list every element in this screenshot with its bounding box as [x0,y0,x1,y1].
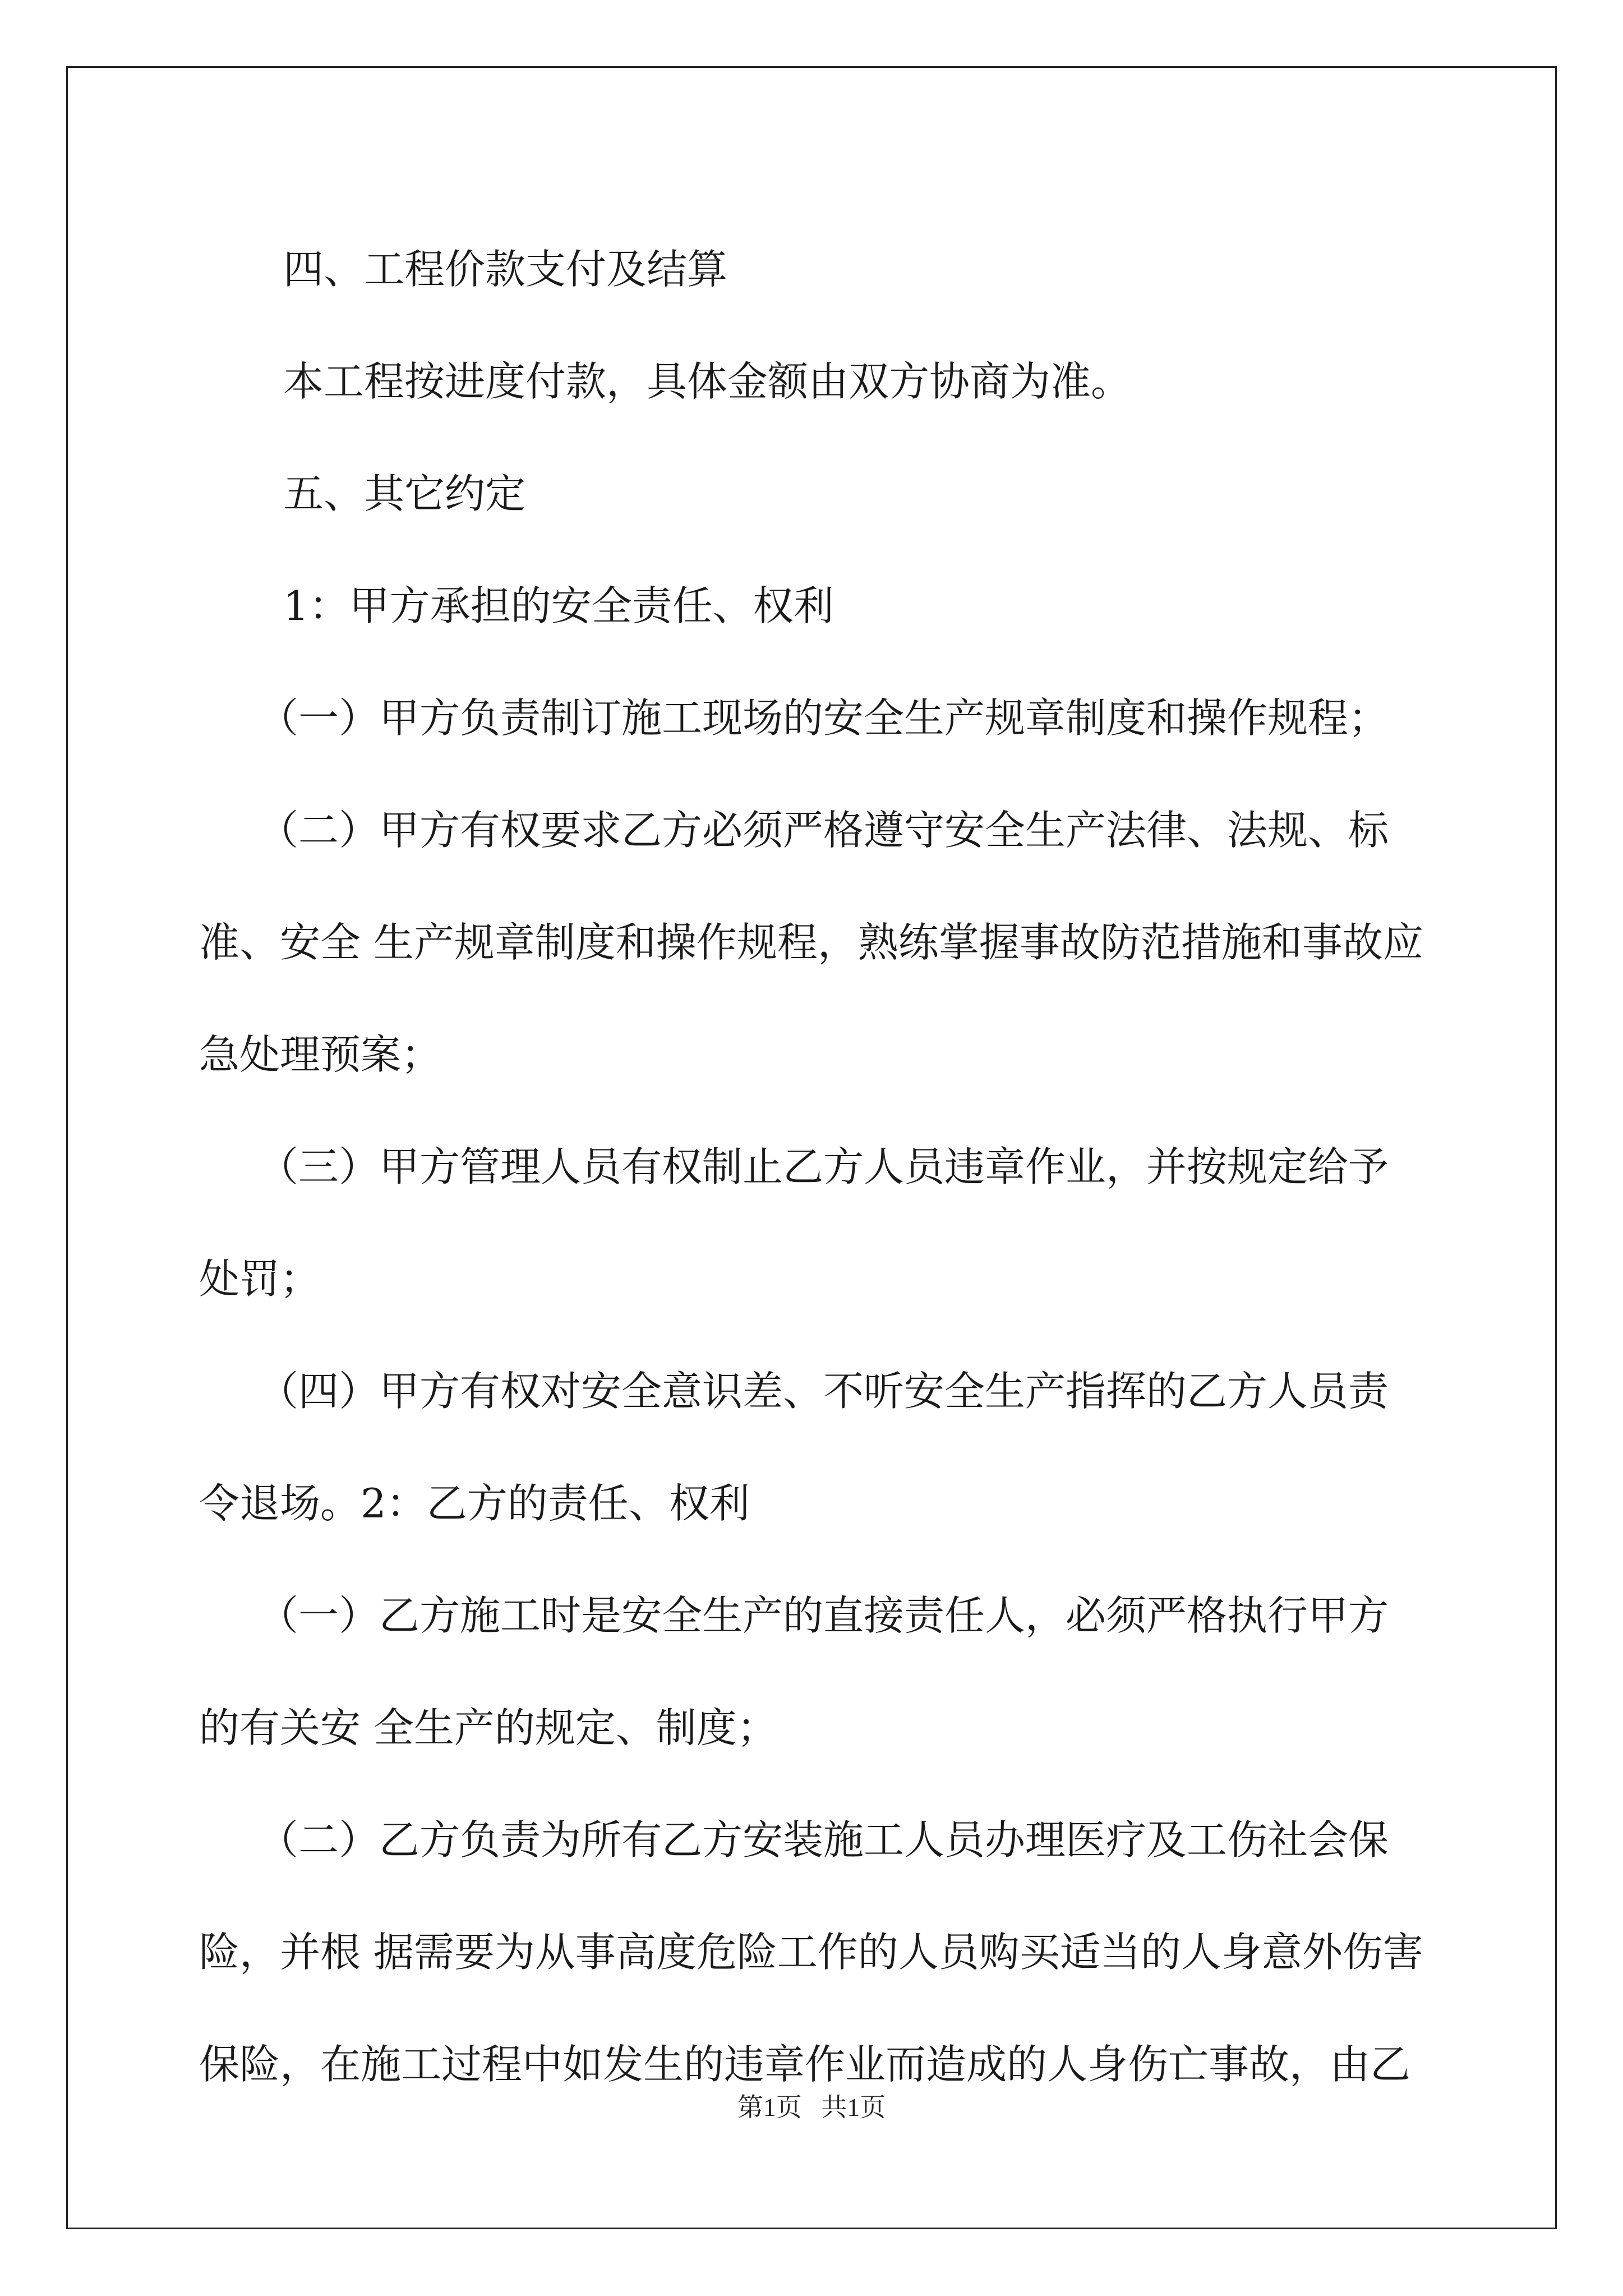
paragraph-line: 令退场。2：乙方的责任、权利 [199,1480,750,1527]
page-number-footer: 第1页 共1页 [737,2093,886,2122]
paragraph-line: 处罚； [199,1255,321,1303]
paragraph-line: 险，并根 据需要为从事高度危险工作的人员购买适当的人身意外伤害 [199,1929,1423,1976]
paragraph-line: 准、安全 生产规章制度和操作规程，熟练掌握事故防范措施和事故应 [199,919,1423,966]
document-body [199,213,1433,2120]
section-heading-payment: 四、工程价款支付及结算 [283,246,728,293]
paragraph-line: （一）甲方负责制订施工现场的安全生产规章制度和操作规程； [258,694,1389,742]
paragraph-line: （三）甲方管理人员有权制止乙方人员违章作业，并按规定给予 [258,1143,1389,1190]
paragraph-line: 本工程按进度付款，具体金额由双方协商为准。 [283,358,1132,405]
paragraph-line: （四）甲方有权对安全意识差、不听安全生产指挥的乙方人员责 [258,1368,1389,1415]
paragraph-line: （二）乙方负责为所有乙方安装施工人员办理医疗及工伤社会保 [258,1816,1389,1864]
paragraph-line: （一）乙方施工时是安全生产的直接责任人，必须严格执行甲方 [258,1592,1389,1639]
paragraph-line: 保险，在施工过程中如发生的违章作业而造成的人身伤亡事故，由乙 [199,2041,1411,2088]
subsection-heading-party-a: 1：甲方承担的安全责任、权利 [283,582,834,629]
paragraph-line: 的有关安 全生产的规定、制度； [199,1704,777,1751]
paragraph-line: （二）甲方有权要求乙方必须严格遵守安全生产法律、法规、标 [258,807,1389,854]
section-heading-other: 五、其它约定 [283,470,526,517]
paragraph-line: 急处理预案； [199,1031,442,1078]
